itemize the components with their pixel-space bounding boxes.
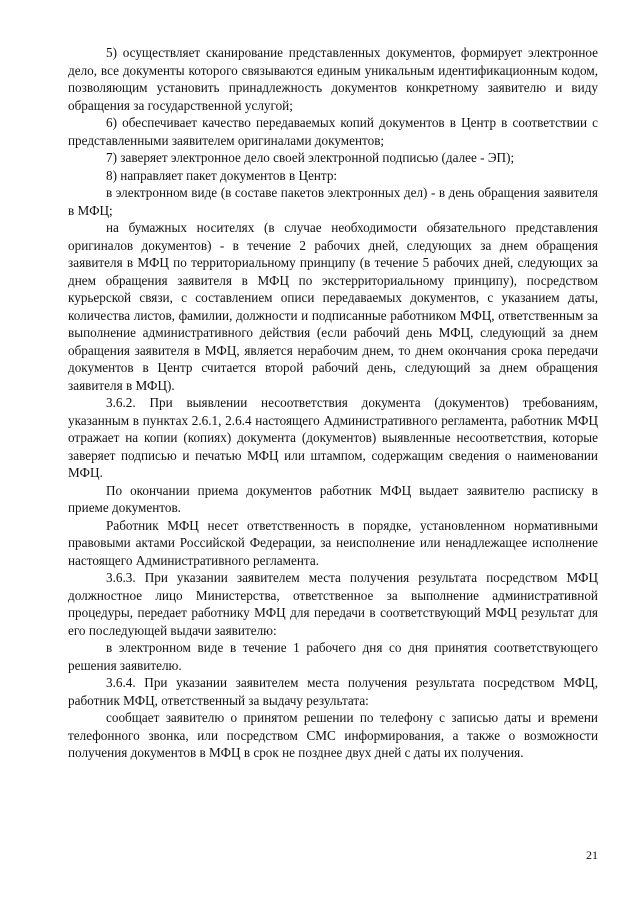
paragraph-electronic-result: в электронном виде в течение 1 рабочего дня со дня принятия соответствующего решения заявителю.: [68, 640, 598, 673]
paragraph-item-7: 7) заверяет электронное дело своей электронной подписью (далее - ЭП);: [106, 150, 515, 165]
paragraph-item-5: 5) осуществляет сканирование представленных документов, формирует электронное дело, все документы которого связываются единым уникальным идентификационным кодом, позволяющим установить принадлежность документов конкретному заявителю и виду обращения за государственной услугой;: [68, 45, 598, 113]
paragraph-item-6: 6) обеспечивает качество передаваемых копий документов в Центр в соответствии с представленными заявителем оригиналами документов;: [68, 115, 598, 148]
paragraph-notify: сообщает заявителю о принятом решении по телефону с записью даты и времени телефонного звонка, или посредством СМС информирования, а также о возможности получения документов в МФЦ в срок не позднее двух дней с даты их получения.: [68, 710, 598, 760]
paragraph-3-6-4: 3.6.4. При указании заявителем места получения результата посредством МФЦ, работник МФЦ, ответственный за выдачу результата:: [68, 675, 598, 708]
paragraph-electronic-form: в электронном виде (в составе пакетов электронных дел) - в день обращения заявителя в МФЦ;: [68, 185, 598, 218]
paragraph-3-6-2: 3.6.2. При выявлении несоответствия документа (документов) требованиям, указанным в пунктах 2.6.1, 2.6.4 настоящего Административного регламента, работник МФЦ отражает на копии (копиях) документа (документов) выявленные несоответствия, которые заверяет подписью и печатью МФЦ или штампом, содержащим сведения о наименовании МФЦ.: [68, 395, 598, 480]
page-number: 21: [586, 848, 598, 862]
paragraph-paper-form: на бумажных носителях (в случае необходимости обязательного представления оригиналов документов) - в течение 2 рабочих дней, следующих за днем обращения заявителя в МФЦ по территориальному принципу (в течение 5 рабочих дней, следующих за днем обращения заявителя в МФЦ по экстерриториальному принципу), посредством курьерской связи, с составлением описи передаваемых документов, с указанием даты, количества листов, фамилии, должности и подписанные работником МФЦ, ответственным за выполнение административного действия (если рабочий день МФЦ, следующий за днем обращения заявителя в МФЦ, является нерабочим днем, то днем окончания срока передачи документов в Центр считается второй рабочий день, следующий за днем обращения заявителя в МФЦ).: [68, 220, 598, 393]
paragraph-item-8: 8) направляет пакет документов в Центр:: [106, 167, 338, 183]
document-page: [68, 44, 598, 762]
paragraph-3-6-3: 3.6.3. При указании заявителем места получения результата посредством МФЦ должностное лицо Министерства, ответственное за выполнение административной процедуры, передает работнику МФЦ для передачи в соответствующий МФЦ результат для его последующей выдачи заявителю:: [68, 570, 598, 638]
paragraph-receipt: По окончании приема документов работник МФЦ выдает заявителю расписку в приеме документов.: [68, 482, 598, 515]
paragraph-responsibility: Работник МФЦ несет ответственность в порядке, установленном нормативными правовыми актами Российской Федерации, за неисполнение или ненадлежащее исполнение настоящего Административного регламента.: [68, 517, 598, 568]
